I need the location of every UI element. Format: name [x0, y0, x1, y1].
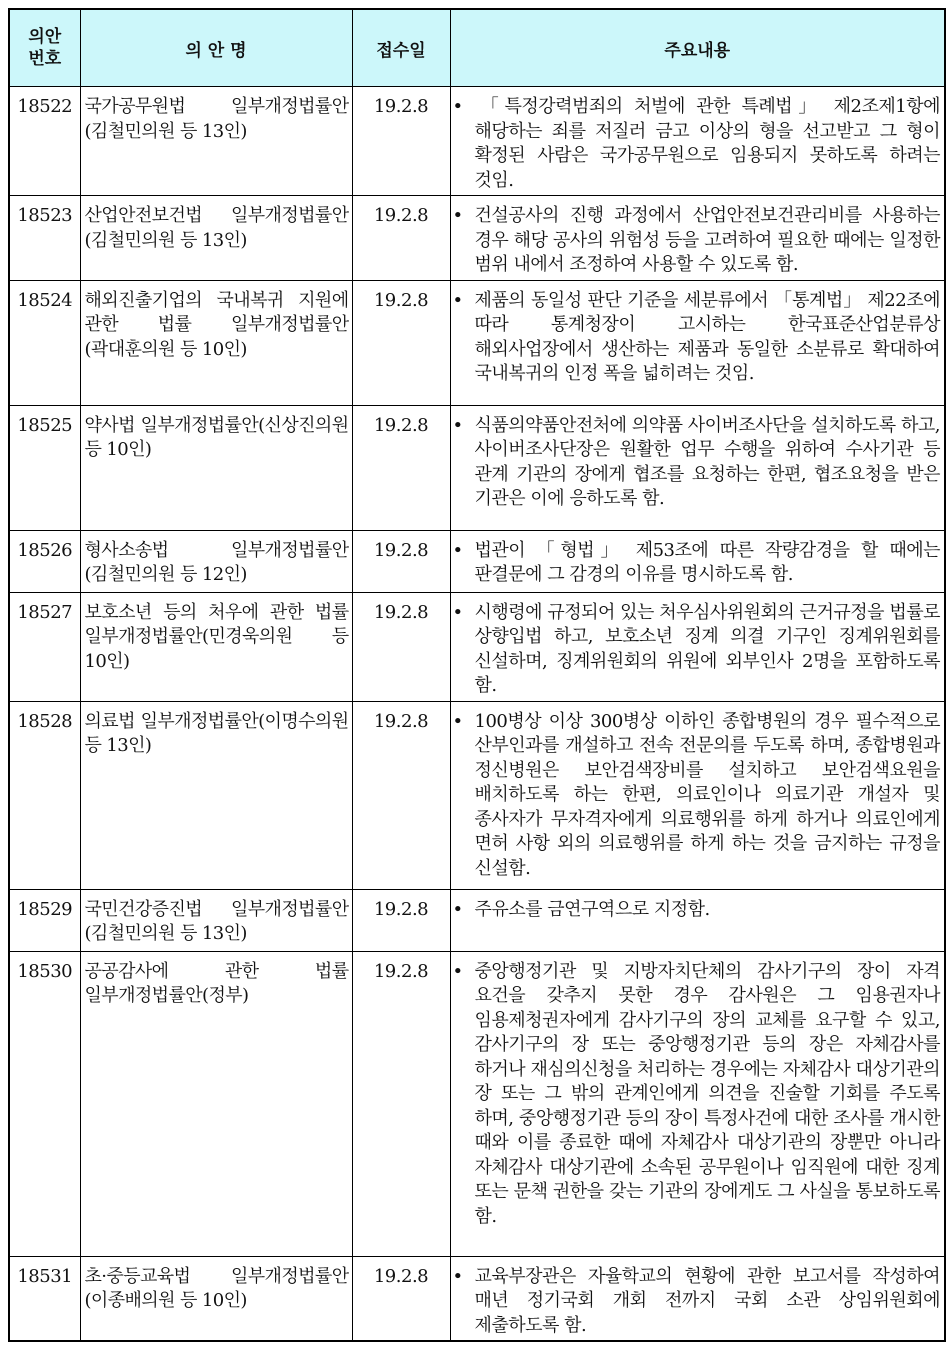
main-content — [450, 87, 945, 196]
main-content-text — [453, 1265, 941, 1339]
bill-title: 공공감사에 관한 법률 일부개정법률안(정부) — [80, 951, 352, 1256]
table-row — [9, 530, 945, 592]
bill-table — [8, 8, 946, 1342]
main-content-body: 건설공사의 진행 과정에서 산업안전보건관리비를 사용하는 경우 해당 공사의 위험성 등을 고려하여 필요한 때에는 일정한 범위 내에서 조정하여 사용할 수 있도록 함. — [474, 205, 940, 275]
bill-title: 초·중등교육법 일부개정법률안(이종배의원 등 10인) — [80, 1256, 352, 1341]
bill-number: 18530 — [9, 951, 80, 1256]
main-content-text — [453, 710, 941, 882]
bill-number: 18523 — [9, 196, 80, 281]
table-row — [9, 196, 945, 281]
bill-number: 18528 — [9, 701, 80, 889]
main-content — [450, 1256, 945, 1341]
bill-title: 약사법 일부개정법률안(신상진의원 등 10인) — [80, 405, 352, 530]
main-content — [450, 951, 945, 1256]
received-date: 19.2.8 — [352, 405, 450, 530]
bill-number: 18529 — [9, 889, 80, 951]
bill-title: 산업안전보건법 일부개정법률안(김철민의원 등 13인) — [80, 196, 352, 281]
header-main-content: 주요내용 — [450, 9, 945, 87]
header-bill-number — [9, 9, 80, 87]
header-bill-number-line2: 번호 — [28, 49, 62, 69]
main-content — [450, 280, 945, 405]
main-content-body: 주유소를 금연구역으로 지정함. — [474, 898, 710, 920]
header-received-date: 접수일 — [352, 9, 450, 87]
bullet-icon: • — [452, 1265, 463, 1287]
bullet-icon: • — [452, 205, 463, 226]
bill-title: 해외진출기업의 국내복귀 지원에 관한 법률 일부개정법률안(곽대훈의원 등 10인) — [80, 280, 352, 405]
main-content — [450, 530, 945, 592]
received-date: 19.2.8 — [352, 592, 450, 701]
bill-number: 18522 — [9, 87, 80, 196]
table-row — [9, 405, 945, 530]
main-content-text — [453, 960, 941, 1230]
main-content — [450, 196, 945, 281]
bullet-icon: • — [452, 289, 463, 311]
table-row — [9, 592, 945, 701]
main-content-body: 시행령에 규정되어 있는 처우심사위원회의 근거규정을 법률로 상향입법 하고, 보호소년 징계 의결 기구인 징계위원회를 신설하며, 징계위원회의 위원에 외부인사 2명을 포함하도록 함. — [474, 601, 940, 696]
table-row — [9, 701, 945, 889]
main-content-body: 법관이 「형법」 제53조에 따른 작량감경을 할 때에는 판결문에 그 감경의 이유를 명시하도록 함. — [474, 539, 940, 585]
bill-title: 형사소송법 일부개정법률안(김철민의원 등 12인) — [80, 530, 352, 592]
bullet-icon: • — [452, 539, 463, 561]
main-content-body: 100병상 이상 300병상 이하인 종합병원의 경우 필수적으로 산부인과를 개설하고 전속 전문의를 두도록 하며, 종합병원과 정신병원은 보안검색장비를 설치하고 보안검색요원을 배치하도록 하는 한편, 의료인이나 의료기관 개설자 및 종사자가 무자격자에게 의료행위를 하게 하거나 의료인에게 면허 사항 외의 의료행위를 하게 하는 것을 금지하는 규정을 신설함. — [474, 710, 940, 879]
main-content-body: 교육부장관은 자율학교의 현황에 관한 보고서를 작성하여 매년 정기국회 개회 전까지 국회 소관 상임위원회에 제출하도록 함. — [474, 1265, 940, 1336]
header-row — [9, 9, 945, 87]
received-date: 19.2.8 — [352, 701, 450, 889]
table-row — [9, 1256, 945, 1341]
main-content-body: 중앙행정기관 및 지방자치단체의 감사기구의 장이 자격 요건을 갖추지 못한 경우 감사원은 그 임용권자나 임용제청권자에게 감사기구의 장의 교체를 요구할 수 있고, 감사기구의 장 또는 중앙행정기관 등의 장은 자체감사를 하거나 재심의신청을 처리하는 경우에는 자체감사 대상기관의 장 또는 그 밖의 관계인에게 의견을 진술할 기회를 주도록 하며, 중앙행정기관 등의 장이 특정사건에 대한 조사를 개시한 때와 이를 종료한 때에 자체감사 대상기관의 장뿐만 아니라 자체감사 대상기관에 소속된 공무원이나 임직원에 대한 징계 또는 문책 권한을 갖는 기관의 장에게도 그 사실을 통보하도록 함. — [474, 960, 940, 1227]
bill-number: 18525 — [9, 405, 80, 530]
bullet-icon: • — [452, 960, 463, 982]
main-content-body: 제품의 동일성 판단 기준을 세분류에서 「통계법」 제22조에 따라 통계청장이 고시하는 한국표준산업분류상 해외사업장에서 생산하는 제품과 동일한 소분류로 확대하여 국내복귀의 인정 폭을 넓히려는 것임. — [474, 289, 940, 384]
bullet-icon: • — [452, 898, 463, 920]
bill-title: 보호소년 등의 처우에 관한 법률 일부개정법률안(민경욱의원 등 10인) — [80, 592, 352, 701]
bullet-icon: • — [452, 601, 463, 623]
bullet-icon: • — [452, 710, 463, 732]
table-row — [9, 951, 945, 1256]
main-content-text — [453, 601, 941, 699]
bill-number: 18526 — [9, 530, 80, 592]
received-date: 19.2.8 — [352, 87, 450, 196]
bill-title: 국민건강증진법 일부개정법률안(김철민의원 등 13인) — [80, 889, 352, 951]
main-content — [450, 701, 945, 889]
bullet-icon: • — [452, 96, 463, 117]
table-row — [9, 87, 945, 196]
main-content-text — [453, 898, 941, 923]
bullet-icon: • — [452, 414, 463, 436]
received-date: 19.2.8 — [352, 280, 450, 405]
bill-title: 의료법 일부개정법률안(이명수의원 등 13인) — [80, 701, 352, 889]
received-date: 19.2.8 — [352, 196, 450, 281]
table-row — [9, 889, 945, 951]
received-date: 19.2.8 — [352, 1256, 450, 1341]
main-content — [450, 889, 945, 951]
main-content-text — [453, 289, 941, 387]
main-content-body: 「특정강력범죄의 처벌에 관한 특례법」 제2조제1항에 해당하는 죄를 저질러 금고 이상의 형을 선고받고 그 형이 확정된 사람은 국가공무원으로 임용되지 못하도록 하려는 것임. — [474, 96, 940, 191]
header-bill-number-line1: 의안 — [28, 27, 62, 47]
received-date: 19.2.8 — [352, 889, 450, 951]
main-content-text — [453, 95, 941, 193]
bill-number: 18531 — [9, 1256, 80, 1341]
main-content — [450, 592, 945, 701]
table-row — [9, 280, 945, 405]
main-content-body: 식품의약품안전처에 의약품 사이버조사단을 설치하도록 하고, 사이버조사단장은 원활한 업무 수행을 위하여 수사기관 등 관계 기관의 장에게 협조를 요청하는 한편, 협조요청을 받은 기관은 이에 응하도록 함. — [474, 414, 940, 509]
received-date: 19.2.8 — [352, 951, 450, 1256]
bill-title: 국가공무원법 일부개정법률안(김철민의원 등 13인) — [80, 87, 352, 196]
header-bill-title: 의 안 명 — [80, 9, 352, 87]
bill-number: 18524 — [9, 280, 80, 405]
main-content-text — [453, 204, 941, 278]
received-date: 19.2.8 — [352, 530, 450, 592]
main-content-text — [453, 539, 941, 588]
main-content-text — [453, 414, 941, 512]
bill-number: 18527 — [9, 592, 80, 701]
main-content — [450, 405, 945, 530]
